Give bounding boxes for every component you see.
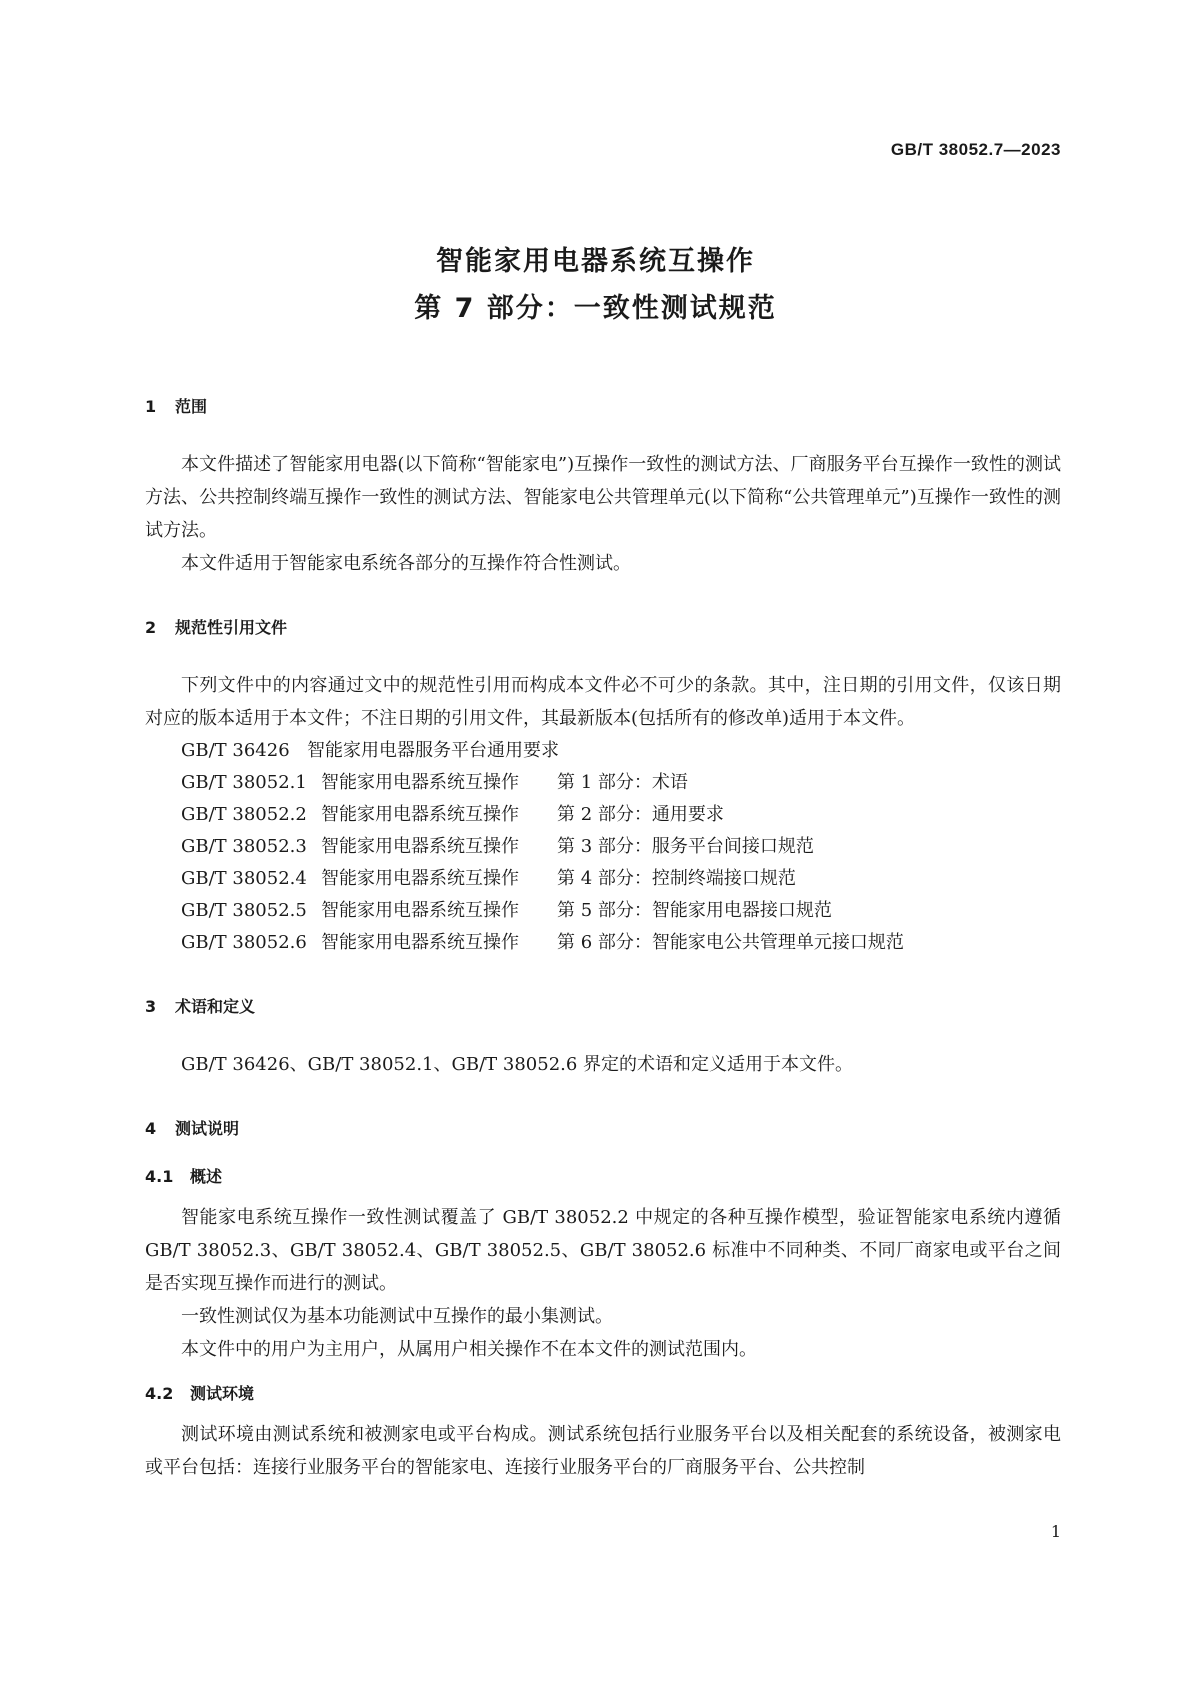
section-4-1-heading (145, 1163, 1061, 1191)
section-number: 4.1 (145, 1167, 174, 1186)
paragraph: 一致性测试仅为基本功能测试中互操作的最小集测试。 (181, 1306, 613, 1327)
section-4-2-heading (145, 1380, 1061, 1408)
section-title: 规范性引用文件 (175, 618, 288, 637)
reference-title: 智能家用电器系统互操作 (321, 836, 519, 857)
reference-title: 智能家用电器系统互操作 (321, 932, 519, 953)
reference-part: 第 2 部分：通用要求 (557, 804, 724, 825)
standard-code: GB/T 38052.7—2023 (890, 140, 1061, 159)
reference-part: 第 3 部分：服务平台间接口规范 (557, 836, 814, 857)
reference-title: 智能家用电器服务平台通用要求 (307, 740, 559, 761)
section-title: 测试环境 (190, 1384, 255, 1403)
reference-title: 智能家用电器系统互操作 (321, 772, 519, 793)
paragraph: 测试环境由测试系统和被测家电或平台构成。测试系统包括行业服务平台以及相关配套的系统设备，被测家电或平台包括：连接行业服务平台的智能家电、连接行业服务平台的厂商服务平台、公共控制 (145, 1424, 1061, 1478)
section-title: 术语和定义 (175, 997, 256, 1016)
section-number: 1 (145, 397, 157, 416)
reference-code: GB/T 38052.4 (181, 868, 307, 889)
page-number: 1 (1050, 1522, 1061, 1541)
reference-item (145, 799, 1061, 831)
title-line-1: 智能家用电器系统互操作 (436, 246, 755, 277)
reference-title: 智能家用电器系统互操作 (321, 868, 519, 889)
reference-code: GB/T 38052.6 (181, 932, 307, 953)
section-title: 范围 (175, 397, 208, 416)
paragraph: 本文件适用于智能家电系统各部分的互操作符合性测试。 (181, 553, 631, 574)
paragraph: 下列文件中的内容通过文中的规范性引用而构成本文件必不可少的条款。其中，注日期的引用文件，仅该日期对应的版本适用于本文件；不注日期的引用文件，其最新版本(包括所有的修改单)适用于本文件。 (145, 675, 1061, 729)
title-line-2: 第 7 部分：一致性测试规范 (414, 293, 777, 324)
section-number: 4 (145, 1119, 157, 1138)
section-title: 测试说明 (175, 1119, 240, 1138)
section-2-heading (145, 614, 1061, 642)
document-body (145, 393, 1061, 1484)
reference-item (145, 767, 1061, 799)
reference-code: GB/T 38052.1 (181, 772, 307, 793)
reference-title: 智能家用电器系统互操作 (321, 804, 519, 825)
section-4-heading (145, 1115, 1061, 1143)
section-number: 2 (145, 618, 157, 637)
paragraph: GB/T 36426、GB/T 38052.1、GB/T 38052.6 界定的术语和定义适用于本文件。 (181, 1054, 854, 1075)
reference-code: GB/T 38052.5 (181, 900, 307, 921)
reference-part: 第 1 部分：术语 (557, 772, 688, 793)
section-number: 4.2 (145, 1384, 174, 1403)
reference-part: 第 5 部分：智能家用电器接口规范 (557, 900, 832, 921)
section-1-heading (145, 393, 1061, 421)
reference-item (145, 927, 1061, 959)
reference-item (145, 735, 1061, 767)
reference-code: GB/T 38052.2 (181, 804, 307, 825)
section-3-heading (145, 993, 1061, 1021)
paragraph: 本文件描述了智能家用电器(以下简称“智能家电”)互操作一致性的测试方法、厂商服务平台互操作一致性的测试方法、公共控制终端互操作一致性的测试方法、智能家电公共管理单元(以下简称“公共管理单元”)互操作一致性的测试方法。 (145, 454, 1061, 541)
paragraph: 本文件中的用户为主用户，从属用户相关操作不在本文件的测试范围内。 (181, 1339, 757, 1360)
reference-title: 智能家用电器系统互操作 (321, 900, 519, 921)
reference-part: 第 4 部分：控制终端接口规范 (557, 868, 796, 889)
reference-item (145, 863, 1061, 895)
reference-code: GB/T 36426 (181, 740, 290, 761)
section-title: 概述 (190, 1167, 223, 1186)
paragraph: 智能家电系统互操作一致性测试覆盖了 GB/T 38052.2 中规定的各种互操作模型，验证智能家电系统内遵循 GB/T 38052.3、GB/T 38052.4、GB/T 38052.5、GB/T 38052.6 标准中不同种类、不同厂商家电或平台之间是否实现互操作而进行的测试。 (145, 1207, 1061, 1294)
reference-part: 第 6 部分：智能家电公共管理单元接口规范 (557, 932, 904, 953)
reference-item (145, 895, 1061, 927)
reference-item (145, 831, 1061, 863)
reference-code: GB/T 38052.3 (181, 836, 307, 857)
section-number: 3 (145, 997, 157, 1016)
document-title (0, 238, 1191, 332)
